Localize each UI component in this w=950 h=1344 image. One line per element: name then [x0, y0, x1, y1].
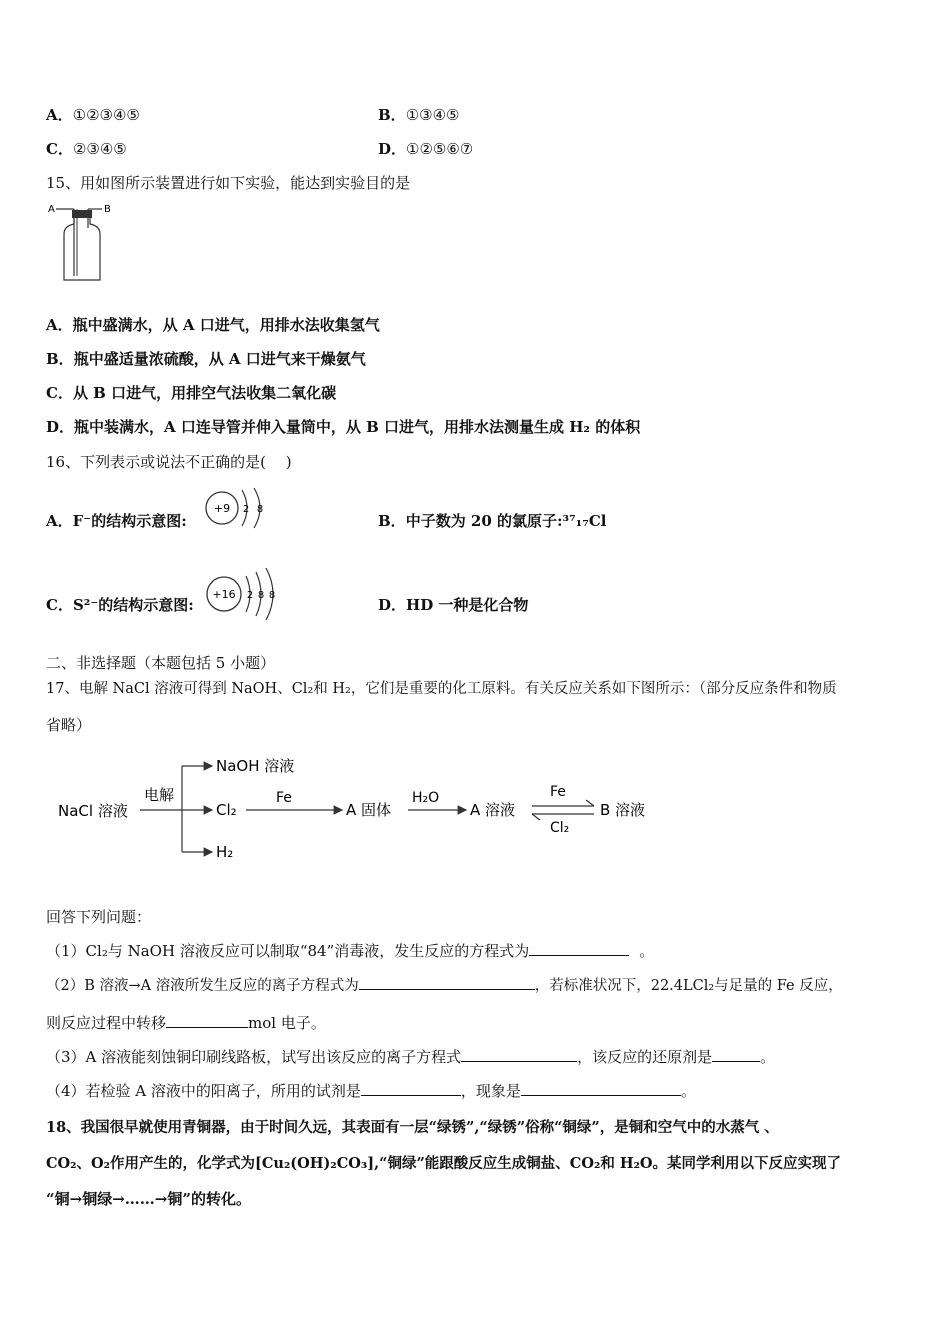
- answer-blank[interactable]: [529, 941, 629, 956]
- sulfide-ion-diagram: [204, 566, 286, 622]
- q18-line1: 18、我国很早就使用青铜器，由于时间久远，其表面有一层“绿锈”,“绿锈”俗称“铜绿”，是铜和空气中的水蒸气 、: [46, 1119, 779, 1136]
- q14-option-a: [46, 104, 140, 125]
- option-label: D．: [378, 596, 407, 614]
- part-text: （2）B 溶液→A 溶液所发生反应的离子方程式为: [46, 978, 359, 994]
- option-text: 瓶中盛适量浓硫酸，从 A 口进气来干燥氨气: [73, 350, 366, 368]
- option-text: 中子数为 20 的氯原子:³⁷₁₇Cl: [405, 512, 607, 530]
- flow-cl2-reverse-label: Cl₂: [550, 820, 570, 836]
- port-a-label: A: [48, 204, 55, 215]
- option-label: A．: [46, 106, 73, 124]
- answer-blank[interactable]: [461, 1047, 577, 1062]
- option-text: HD 一种是化合物: [406, 596, 529, 614]
- option-label: A．: [46, 316, 73, 334]
- part-text: 。: [639, 942, 655, 960]
- shell-2-electrons: 8: [256, 504, 264, 515]
- option-text: ①③④⑤: [405, 106, 460, 124]
- option-text: F⁻的结构示意图:: [72, 512, 187, 530]
- flow-naoh-solution: NaOH 溶液: [216, 757, 295, 775]
- q17-part-3: [46, 1046, 775, 1067]
- option-label: C．: [46, 596, 73, 614]
- part-text: 则反应过程中转移: [46, 1014, 167, 1032]
- option-text: 从 B 口进气，用排空气法收集二氧化碳: [72, 384, 337, 402]
- answer-blank[interactable]: [359, 975, 535, 990]
- q15-option-c: [46, 382, 336, 403]
- port-b-label: B: [104, 204, 111, 215]
- q17-part-4: [46, 1080, 696, 1101]
- answer-blank[interactable]: [521, 1081, 681, 1096]
- q14-option-d: [378, 138, 473, 159]
- option-label: B．: [378, 106, 406, 124]
- nucleus-charge: +16: [212, 588, 236, 601]
- option-text: S²⁻的结构示意图:: [72, 596, 194, 614]
- flow-nacl-solution: NaCl 溶液: [58, 802, 128, 820]
- q14-option-b: [378, 104, 459, 125]
- q18-line2: CO₂、O₂作用产生的，化学式为[Cu₂(OH)₂CO₃],“铜绿”能跟酸反应生成铜盐、CO₂和 H₂O。某同学利用以下反应实现了: [46, 1155, 842, 1172]
- part-text: 。: [760, 1048, 776, 1066]
- flow-b-solution: B 溶液: [600, 801, 646, 819]
- q17-part-2: [46, 974, 843, 995]
- q16-option-a: [46, 510, 187, 531]
- shell-2-electrons: 8: [257, 590, 265, 601]
- option-text: 瓶中盛满水，从 A 口进气，用排水法收集氢气: [72, 316, 380, 334]
- option-label: B．: [378, 512, 406, 530]
- q17-answer-intro: 回答下列问题：: [46, 908, 152, 926]
- flow-h2o-label: H₂O: [412, 790, 440, 806]
- part-text: （4）若检验 A 溶液中的阳离子，所用的试剂是: [46, 1082, 361, 1100]
- option-text: 瓶中装满水，A 口连导管并伸入量筒中，从 B 口进气，用排水法测量生成 H₂ 的体积: [74, 418, 641, 436]
- q15-option-b: [46, 348, 366, 369]
- q14-option-c: [46, 138, 127, 159]
- option-label: D．: [378, 140, 407, 158]
- shell-3-electrons: 8: [268, 590, 276, 601]
- part-text: ，现象是: [460, 1082, 521, 1100]
- q15-option-a: [46, 314, 380, 335]
- part-text: 。: [680, 1082, 696, 1100]
- part-text: ，若标准状况下，22.4LCl₂与足量的 Fe 反应，: [534, 978, 843, 994]
- flow-a-solution: A 溶液: [470, 801, 516, 819]
- option-text: ①②⑤⑥⑦: [406, 140, 474, 158]
- answer-blank[interactable]: [712, 1047, 760, 1062]
- flow-a-solid: A 固体: [346, 801, 392, 819]
- answer-blank[interactable]: [166, 1013, 248, 1028]
- q17-part-2-cont: [46, 1012, 326, 1033]
- shell-1-electrons: 2: [246, 590, 254, 601]
- option-text: ②③④⑤: [72, 140, 127, 158]
- option-label: B．: [46, 350, 74, 368]
- flow-cl2: Cl₂: [216, 801, 237, 819]
- q16-option-d: [378, 594, 528, 615]
- option-label: A．: [46, 512, 73, 530]
- shell-1-electrons: 2: [242, 504, 250, 515]
- q17-stem-line2: 省略）: [46, 716, 92, 734]
- part-text: ，该反应的还原剂是: [577, 1048, 713, 1066]
- q17-part-1: [46, 940, 654, 961]
- q15-stem: 15、用如图所示装置进行如下实验，能达到实验目的是: [46, 174, 411, 192]
- section-heading: 二、非选择题（本题包括 5 小题）: [46, 654, 276, 672]
- flow-h2: H₂: [216, 843, 234, 861]
- reaction-flow-diagram: [50, 748, 670, 868]
- option-text: ①②③④⑤: [72, 106, 140, 124]
- answer-blank[interactable]: [361, 1081, 461, 1096]
- q17-stem-line1: 17、电解 NaCl 溶液可得到 NaOH、Cl₂和 H₂，它们是重要的化工原料。有关反应关系如下图所示：（部分反应条件和物质: [46, 681, 837, 697]
- q16-stem: 16、下列表示或说法不正确的是( ): [46, 453, 292, 471]
- q15-option-d: [46, 416, 640, 437]
- q16-option-c: [46, 594, 194, 615]
- flow-fe-label: Fe: [276, 790, 292, 806]
- option-label: C．: [46, 140, 73, 158]
- option-label: D．: [46, 418, 75, 436]
- flow-electrolysis-label: 电解: [144, 786, 175, 804]
- fluoride-ion-diagram: [202, 484, 274, 532]
- option-label: C．: [46, 384, 73, 402]
- gas-bottle-figure: [44, 200, 120, 286]
- nucleus-charge: +9: [213, 502, 231, 515]
- part-text: mol 电子。: [248, 1014, 326, 1032]
- q18-line3: “铜→铜绿→……→铜”的转化。: [46, 1190, 251, 1208]
- flow-fe-label-2: Fe: [550, 784, 566, 800]
- part-text: （1）Cl₂与 NaOH 溶液反应可以制取“84”消毒液，发生反应的方程式为: [46, 942, 530, 960]
- part-text: （3）A 溶液能刻蚀铜印刷线路板，试写出该反应的离子方程式: [46, 1048, 462, 1066]
- q16-option-b: [378, 510, 606, 531]
